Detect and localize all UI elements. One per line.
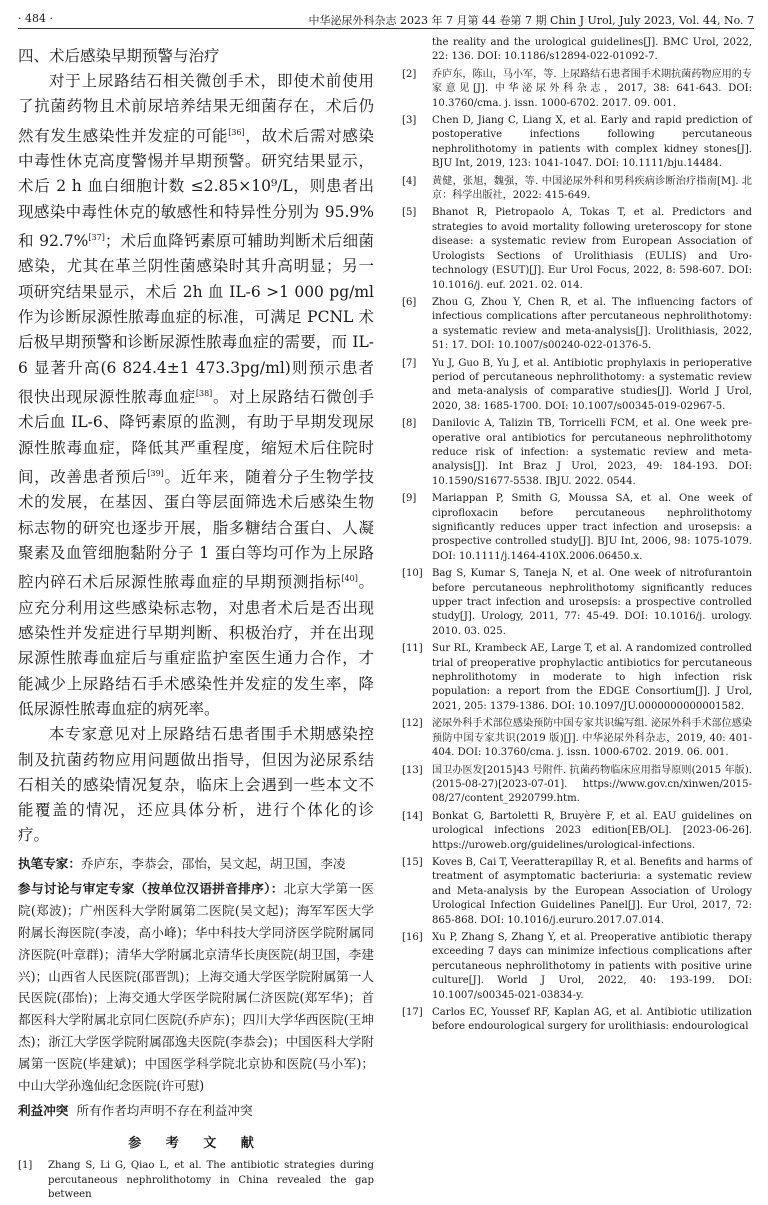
body-paragraph-2: 本专家意见对上尿路结石患者围手术期感染控制及抗菌药物应用问题做出指导，但因为泌尿系结石相关的感染情况复杂，临床上会遇到一些本文不能覆盖的情况，还应具体分析，进行个体化的诊疗。: [18, 725, 374, 845]
reference-item: [12] 泌尿外科手术部位感染预防中国专家共识编写组. 泌尿外科手术部位感染预防中国专家共识(2019 版)[J]. 中华泌尿外科杂志，2019, 40: 401-404. DOI: 10.3760/cma. j. issn. 1000-6702. 2019. 06. 001.: [402, 718, 752, 759]
reference-item: [10] Bag S, Kumar S, Taneja N, et al. One week of nitrofurantoin before percutaneous nephrolithotomy significantly reduces upper tract infection and urosepsis: a prospective controlled study[J]. Urology, 2011, 77: 45-49. DOI: 10.1016/j. urology. 2010. 03. 025.: [402, 568, 752, 637]
reference-item: [11] Sur RL, Krambeck AE, Large T, et al. A randomized controlled trial of preoperative prophylactic antibiotics for percutaneous nephrolithotomy in moderate to high infection risk population: a report from the EDGE Consortium[J]. J Urol, 2021, 205: 1379-1386. DOI: 10.1097/JU.0000000000001582.: [402, 643, 752, 712]
reference-item: [3] Chen D, Jiang C, Liang X, et al. Early and rapid prediction of postoperative infections following percutaneous nephrolithotomy in patients with complex kidney stones[J]. BJU Int, 2019, 123: 1041-1047. DOI: 10.1111/bju.14484.: [402, 115, 752, 170]
experts-list: 参与讨论与审定专家（按单位汉语拼音排序）：北京大学第一医院(郑波)；广州医科大学附属第二医院(吴文起)；海军军医大学附属长海医院(李凌，高小峰)；华中科技大学同济医学院附属同济医院(叶章群)；清华大学附属北京清华长庚医院(胡卫国，李建兴)；山西省人民医院(邵晋凯)；上海交通大学医学院附属第一人民医院(邵怡)；上海交通大学医学院附属仁济医院(郑军华)；首都医科大学附属北京同仁医院(乔庐东)；四川大学华西医院(王坤杰)；浙江大学医学院附属邵逸夫医院(李恭会)；中国医科大学附属第一医院(毕建斌)；中国医学科学院北京协和医院(马小军)；中山大学孙逸仙纪念医院(许可慰): [18, 881, 375, 1093]
left-column: [18, 36, 374, 1205]
reference-item: [13] 国卫办医发[2015]43 号附件. 抗菌药物临床应用指导原则(2015 年版). (2015-08-27)[2023-07-01]. https://www.gov.cn/xinwen/2015-08/27/content_2920799.htm.: [402, 764, 752, 805]
reference-item: [17] Carlos EC, Youssef RF, Kaplan AG, et al. Antibiotic utilization before endourological surgery for urolithiasis: endourological: [402, 1007, 752, 1033]
reference-continuation: the reality and the urological guidelines[J]. BMC Urol, 2022, 22: 136. DOI: 10.1186/s12894-022-01092-7.: [432, 37, 752, 63]
references-title: 参 考 文 献: [128, 1136, 264, 1152]
reference-item: [5] Bhanot R, Pietropaolo A, Tokas T, et al. Predictors and strategies to avoid mortality following ureteroscopy for stone disease: a systematic review from European Association of Urologists Sections of Urolithiasis (EULIS) and Uro-technology (ESUT)[J]. Eur Urol Focus, 2022, 8: 598-607. DOI: 10.1016/j. euf. 2021. 02. 014.: [402, 207, 752, 291]
citation: [38]: [195, 388, 213, 398]
body-paragraph-1: 对于上尿路结石相关微创手术，即使术前使用了抗菌药物且术前尿培养结果无细菌存在，术后仍然有发生感染性并发症的可能[36]，故术后需对感染中毒性休克高度警惕并早期预警。研究结果显示，术后 2 h 血白细胞计数 ≤2.85×10⁹/L，则患者出现感染中毒性休克的敏感性和特异性分别为 95.9% 和 92.7%[37]；术后血降钙素原可辅助判断术后细菌感染，尤其在革兰阴性菌感染时其升高明显；另一项研究结果显示，术后 2h 血 IL-6 >1 000 pg/ml 作为诊断尿源性脓毒血症的标准，可满足 PCNL 术后极早期预警和诊断尿源性脓毒血症的需要，而 IL-6 显著升高(6 824.4±1 473.3pg/ml)则预示患者很快出现尿源性脓毒血症[38]。对上尿路结石微创手术后血 IL-6、降钙素原的监测，有助于早期发现尿源性脓毒血症，降低其严重程度，缩短术后住院时间，改善患者预后[39]。近年来，随着分子生物学技术的发展，在基因、蛋白等层面筛选术后感染生物标志物的研究也逐步开展，脂多糖结合蛋白、人凝聚素及血管细胞黏附分子 1 蛋白等均可作为上尿路腔内碎石术后尿源性脓毒血症的早期预测指标[40]。应充分利用这些感染标志物，对患者术后是否出现感染性并发症进行早期判断、积极治疗，并在出现尿源性脓毒血症后与重症监护室医生通力合作，才能减少上尿路结石手术感染性并发症的发生率，降低尿源性脓毒血症的病死率。: [18, 72, 374, 718]
reference-list: [402, 68, 752, 1035]
reference-item: [7] Yu J, Guo B, Yu J, et al. Antibiotic prophylaxis in perioperative period of percutaneous nephrolithotomy: a systematic review and meta-analysis of comparative studies[J]. World J Urol, 2020, 38: 1685-1700. DOI: 10.1007/s00345-019-02967-5.: [402, 357, 752, 412]
reference-item: [8] Danilovic A, Talizin TB, Torricelli FCM, et al. One week pre-operative oral antibiotics for percutaneous nephrolithotomy reduce risk of infection: a systematic review and meta-analysis[J]. Int Braz J Urol, 2023, 49: 184-193. DOI: 10.1590/S1677-5538. IBJU. 2022. 0544.: [402, 418, 752, 487]
page-number: · 484 ·: [18, 12, 53, 25]
right-column: [402, 36, 752, 1038]
running-header: [18, 8, 754, 30]
writers-line: 执笔专家：乔庐东，李恭会，邵怡，吴文起，胡卫国，李凌: [18, 855, 346, 871]
reference-item: [15] Koves B, Cai T, Veeratterapillay R, et al. Benefits and harms of treatment of asymptomatic bacteriuria: a systematic review and Meta-analysis by the European Association of Urology Urological Infection Guidelines Panel[J]. Eur Urol, 2017, 72: 865-868. DOI: 10.1016/j.eururo.2017.07.014.: [402, 856, 752, 926]
reference-item: [9] Mariappan P, Smith G, Moussa SA, et al. One week of ciprofloxacin before percutaneous nephrolithotomy significantly reduces upper tract infection and urosepsis: a prospective controlled study[J]. BJU Int, 2006, 98: 1075-1079. DOI: 10.1111/j.1464-410X.2006.06450.x.: [402, 493, 752, 562]
citation: [39]: [147, 468, 164, 478]
reference-item: [4] 黄健，张旭，魏强，等. 中国泌尿外科和男科疾病诊断治疗指南[M]. 北京：科学出版社，2022: 415-649.: [402, 175, 752, 202]
conflict-of-interest: 利益冲突 所有作者均声明不存在利益冲突: [18, 1103, 253, 1119]
reference-item: [14] Bonkat G, Bartoletti R, Bruyère F, et al. EAU guidelines on urological infections 2023 edition[EB/OL]. [2023-06-26]. https://uroweb.org/guidelines/urological-infections.: [402, 810, 752, 851]
citation: [40]: [341, 574, 358, 584]
reference-item: [6] Zhou G, Zhou Y, Chen R, et al. The influencing factors of infectious complications after percutaneous nephrolithotomy: a systematic review and meta-analysis[J]. Urolithiasis, 2022, 51: 17. DOI: 10.1007/s00240-022-01376-5.: [402, 296, 752, 352]
header-rule: [18, 28, 754, 29]
reference-item: [1] Zhang S, Li G, Qiao L, et al. The antibiotic strategies during percutaneous nephrolithotomy in China revealed the gap between: [18, 1160, 374, 1201]
citation: [37]: [88, 232, 105, 242]
section-heading: 四、术后感染早期预警与治疗: [18, 47, 220, 65]
citation: [36]: [228, 127, 245, 137]
reference-item: [16] Xu P, Zhang S, Zhang Y, et al. Preoperative antibiotic therapy exceeding 7 days can minimize infectious complications after percutaneous nephrolithotomy in patients with positive urine culture[J]. World J Urol, 2022, 40: 193-199. DOI: 10.1007/s00345-021-03834-y.: [402, 931, 752, 1001]
journal-citation: 中华泌尿外科杂志 2023 年 7 月第 44 卷第 7 期 Chin J Urol, July 2023, Vol. 44, No. 7: [308, 14, 754, 27]
reference-item: [2] 乔庐东，陈山，马小军，等. 上尿路结石患者围手术期抗菌药物应用的专家意见[J]. 中华泌尿外科杂志，2017, 38: 641-643. DOI: 10.3760/cma. j. issn. 1000-6702. 2017. 09. 001.: [402, 68, 752, 109]
